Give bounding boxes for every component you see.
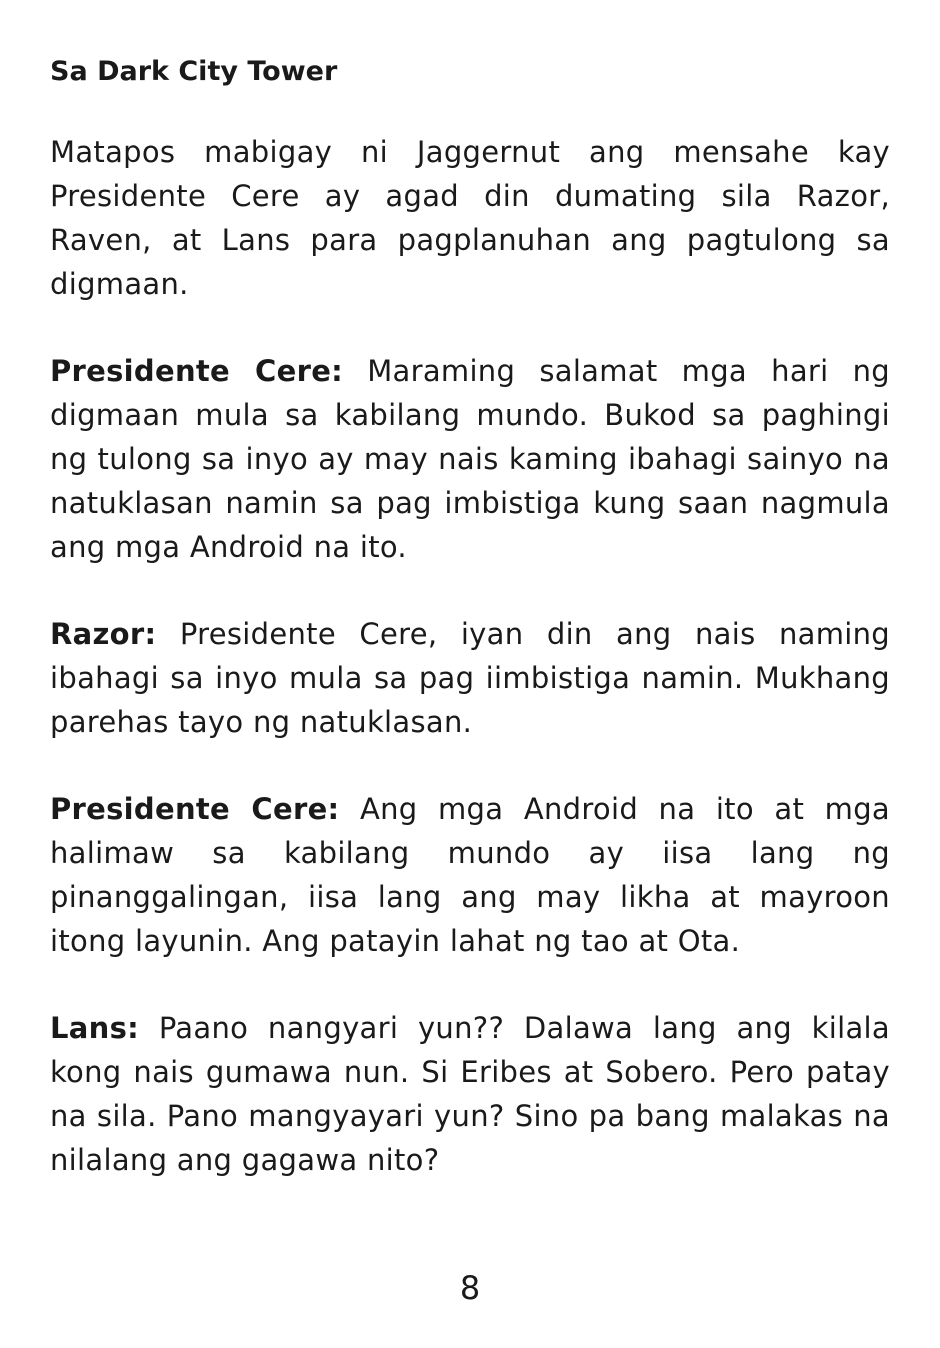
page-number: 8 <box>459 1269 481 1307</box>
dialogue-text: Maraming salamat mga hari ng digmaan mula sa kabilang mundo. Bukod sa paghingi ng tulong sa inyo ay may nais kaming ibahagi sainyo na natuklasan namin sa pag imbistiga kung saan nagmula ang mga Android na ito. <box>50 354 890 564</box>
speaker-name: Razor: <box>50 617 157 651</box>
section-heading: Sa Dark City Tower <box>50 56 338 87</box>
dialogue-paragraph <box>50 612 890 744</box>
page-content <box>50 52 890 1225</box>
intro-paragraph: Matapos mabigay ni Jaggernut ang mensahe kay Presidente Cere ay agad din dumating sila Razor, Raven, at Lans para pagplanuhan ang pagtulong sa digmaan. <box>50 135 890 301</box>
dialogue-paragraph <box>50 349 890 569</box>
speaker-name: Lans: <box>50 1011 140 1045</box>
dialogue-paragraph <box>50 1006 890 1182</box>
speaker-name: Presidente Cere: <box>50 792 340 826</box>
speaker-name: Presidente Cere: <box>50 354 344 388</box>
dialogue-paragraph <box>50 787 890 963</box>
dialogue-text: Presidente Cere, iyan din ang nais naming ibahagi sa inyo mula sa pag iimbistiga namin. Mukhang parehas tayo ng natuklasan. <box>50 617 890 739</box>
dialogue-text: Paano nangyari yun?? Dalawa lang ang kilala kong nais gumawa nun. Si Eribes at Sobero. Pero patay na sila. Pano mangyayari yun? Sino pa bang malakas na nilalang ang gagawa nito? <box>50 1011 890 1177</box>
dialogue-text: Ang mga Android na ito at mga halimaw sa kabilang mundo ay iisa lang ng pinanggalingan, iisa lang ang may likha at mayroon itong layunin. Ang patayin lahat ng tao at Ota. <box>50 792 890 958</box>
